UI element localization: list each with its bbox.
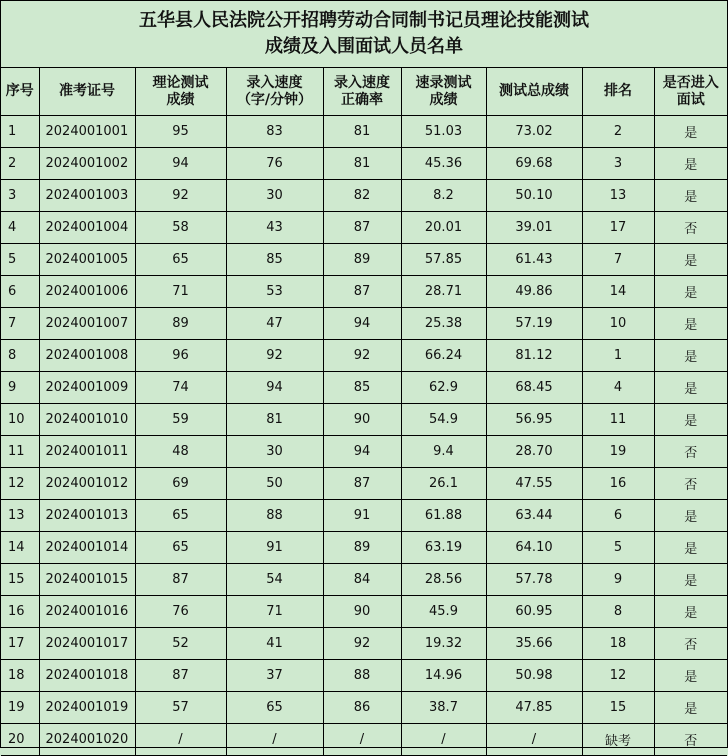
cell-shorthand-score[interactable]: 62.9 bbox=[401, 372, 486, 404]
header-exam-id[interactable] bbox=[39, 68, 135, 116]
cell-shorthand-score[interactable]: 57.85 bbox=[401, 244, 486, 276]
cell-exam-id[interactable]: 2024001020 bbox=[39, 724, 135, 756]
table-row bbox=[1, 660, 727, 692]
score-table bbox=[1, 68, 727, 756]
cell-typing-speed[interactable]: 94 bbox=[226, 372, 323, 404]
cell-typing-accuracy[interactable]: 91 bbox=[323, 500, 401, 532]
table-row bbox=[1, 500, 727, 532]
cell-seq[interactable]: 1 bbox=[1, 116, 39, 148]
cell-total-score[interactable]: 50.98 bbox=[486, 660, 582, 692]
cell-rank[interactable]: 19 bbox=[582, 436, 654, 468]
cell-shorthand-score[interactable]: 66.24 bbox=[401, 340, 486, 372]
header-label-line: 测试总成绩 bbox=[499, 83, 569, 99]
table-header-row bbox=[1, 68, 727, 116]
cell-shorthand-score[interactable]: 54.9 bbox=[401, 404, 486, 436]
cell-seq[interactable]: 16 bbox=[1, 596, 39, 628]
cell-total-score[interactable]: 64.10 bbox=[486, 532, 582, 564]
cell-rank[interactable]: 1 bbox=[582, 340, 654, 372]
cell-exam-id[interactable]: 2024001010 bbox=[39, 404, 135, 436]
cell-exam-id[interactable]: 2024001005 bbox=[39, 244, 135, 276]
header-label-line: 正确率 bbox=[341, 91, 383, 108]
cell-interview[interactable]: 是 bbox=[654, 404, 727, 436]
header-label-line: 理论测试 bbox=[152, 74, 209, 91]
table-row bbox=[1, 372, 727, 404]
title-line-1: 五华县人民法院公开招聘劳动合同制书记员理论技能测试 bbox=[139, 10, 589, 31]
cell-exam-id[interactable]: 2024001019 bbox=[39, 692, 135, 724]
cell-typing-speed[interactable]: 65 bbox=[226, 692, 323, 724]
cell-shorthand-score[interactable]: 9.4 bbox=[401, 436, 486, 468]
cell-interview[interactable]: 是 bbox=[654, 116, 727, 148]
cell-interview[interactable]: 否 bbox=[654, 628, 727, 660]
cell-typing-speed[interactable]: / bbox=[226, 724, 323, 756]
cell-typing-accuracy[interactable]: 94 bbox=[323, 308, 401, 340]
cell-theory-score[interactable]: 92 bbox=[135, 180, 226, 212]
cell-seq[interactable]: 13 bbox=[1, 500, 39, 532]
cell-typing-accuracy[interactable]: 89 bbox=[323, 244, 401, 276]
header-label-line: 准考证号 bbox=[59, 83, 115, 99]
cell-seq[interactable]: 17 bbox=[1, 628, 39, 660]
cell-typing-accuracy[interactable]: 81 bbox=[323, 148, 401, 180]
cell-exam-id[interactable]: 2024001008 bbox=[39, 340, 135, 372]
cell-seq[interactable]: 9 bbox=[1, 372, 39, 404]
cell-rank[interactable]: 15 bbox=[582, 692, 654, 724]
cell-seq[interactable]: 10 bbox=[1, 404, 39, 436]
cell-interview[interactable]: 是 bbox=[654, 244, 727, 276]
table-row bbox=[1, 564, 727, 596]
cell-theory-score[interactable]: 48 bbox=[135, 436, 226, 468]
table-row bbox=[1, 692, 727, 724]
cell-typing-speed[interactable]: 91 bbox=[226, 532, 323, 564]
title-line-2: 成绩及入围面试人员名单 bbox=[265, 36, 463, 57]
cell-theory-score[interactable]: 74 bbox=[135, 372, 226, 404]
cell-exam-id[interactable]: 2024001015 bbox=[39, 564, 135, 596]
table-row bbox=[1, 148, 727, 180]
cell-typing-accuracy[interactable]: 89 bbox=[323, 532, 401, 564]
cell-interview[interactable]: 是 bbox=[654, 596, 727, 628]
table-row bbox=[1, 308, 727, 340]
cell-exam-id[interactable]: 2024001014 bbox=[39, 532, 135, 564]
cell-total-score[interactable]: 39.01 bbox=[486, 212, 582, 244]
cell-total-score[interactable]: 49.86 bbox=[486, 276, 582, 308]
cell-total-score[interactable]: 47.55 bbox=[486, 468, 582, 500]
cell-typing-speed[interactable]: 81 bbox=[226, 404, 323, 436]
table-row bbox=[1, 116, 727, 148]
cell-shorthand-score[interactable]: 25.38 bbox=[401, 308, 486, 340]
cell-typing-accuracy[interactable]: 87 bbox=[323, 468, 401, 500]
header-label-line: 速录测试 bbox=[415, 74, 472, 91]
cell-total-score[interactable]: 60.95 bbox=[486, 596, 582, 628]
cell-rank[interactable]: 16 bbox=[582, 468, 654, 500]
cell-interview[interactable]: 是 bbox=[654, 276, 727, 308]
cell-theory-score[interactable]: / bbox=[135, 724, 226, 756]
cell-shorthand-score[interactable]: 45.36 bbox=[401, 148, 486, 180]
cell-typing-speed[interactable]: 43 bbox=[226, 212, 323, 244]
cell-seq[interactable]: 14 bbox=[1, 532, 39, 564]
cell-exam-id[interactable]: 2024001002 bbox=[39, 148, 135, 180]
cell-total-score[interactable]: 50.10 bbox=[486, 180, 582, 212]
cell-interview[interactable]: 是 bbox=[654, 500, 727, 532]
cell-rank[interactable]: 18 bbox=[582, 628, 654, 660]
table-row bbox=[1, 468, 727, 500]
cell-theory-score[interactable]: 65 bbox=[135, 500, 226, 532]
cell-typing-speed[interactable]: 37 bbox=[226, 660, 323, 692]
cell-shorthand-score[interactable]: 51.03 bbox=[401, 116, 486, 148]
cell-total-score[interactable]: 69.68 bbox=[486, 148, 582, 180]
cell-shorthand-score[interactable]: 45.9 bbox=[401, 596, 486, 628]
cell-typing-speed[interactable]: 71 bbox=[226, 596, 323, 628]
cell-rank[interactable]: 9 bbox=[582, 564, 654, 596]
cell-seq[interactable]: 12 bbox=[1, 468, 39, 500]
header-label-line: 成绩 bbox=[429, 91, 458, 108]
cell-seq[interactable]: 3 bbox=[1, 180, 39, 212]
cell-typing-speed[interactable]: 85 bbox=[226, 244, 323, 276]
cell-seq[interactable]: 5 bbox=[1, 244, 39, 276]
cell-typing-speed[interactable]: 54 bbox=[226, 564, 323, 596]
cell-typing-accuracy[interactable]: 92 bbox=[323, 340, 401, 372]
cell-rank[interactable]: 4 bbox=[582, 372, 654, 404]
cell-shorthand-score[interactable]: 61.88 bbox=[401, 500, 486, 532]
header-typing-speed[interactable] bbox=[226, 68, 323, 116]
cell-typing-accuracy[interactable]: 82 bbox=[323, 180, 401, 212]
cell-shorthand-score[interactable]: 19.32 bbox=[401, 628, 486, 660]
cell-exam-id[interactable]: 2024001001 bbox=[39, 116, 135, 148]
cell-typing-accuracy[interactable]: 90 bbox=[323, 596, 401, 628]
cell-total-score[interactable]: 47.85 bbox=[486, 692, 582, 724]
header-label-line: 排名 bbox=[604, 83, 632, 99]
cell-theory-score[interactable]: 65 bbox=[135, 244, 226, 276]
cell-typing-speed[interactable]: 92 bbox=[226, 340, 323, 372]
table-row bbox=[1, 404, 727, 436]
cell-exam-id[interactable]: 2024001013 bbox=[39, 500, 135, 532]
cell-exam-id[interactable]: 2024001006 bbox=[39, 276, 135, 308]
header-label-line: 录入速度 bbox=[246, 74, 303, 91]
cell-theory-score[interactable]: 76 bbox=[135, 596, 226, 628]
cell-total-score[interactable]: / bbox=[486, 724, 582, 756]
cell-rank[interactable]: 17 bbox=[582, 212, 654, 244]
table-row bbox=[1, 532, 727, 564]
cell-theory-score[interactable]: 52 bbox=[135, 628, 226, 660]
cell-interview[interactable]: 是 bbox=[654, 564, 727, 596]
cell-seq[interactable]: 20 bbox=[1, 724, 39, 756]
cell-total-score[interactable]: 28.70 bbox=[486, 436, 582, 468]
cell-interview[interactable]: 是 bbox=[654, 532, 727, 564]
cell-typing-speed[interactable]: 41 bbox=[226, 628, 323, 660]
cell-typing-speed[interactable]: 76 bbox=[226, 148, 323, 180]
cell-exam-id[interactable]: 2024001016 bbox=[39, 596, 135, 628]
cell-rank[interactable]: 14 bbox=[582, 276, 654, 308]
cell-shorthand-score[interactable]: 8.2 bbox=[401, 180, 486, 212]
table-body bbox=[1, 116, 727, 756]
cell-typing-accuracy[interactable]: 87 bbox=[323, 276, 401, 308]
cell-interview[interactable]: 否 bbox=[654, 724, 727, 756]
cell-total-score[interactable]: 73.02 bbox=[486, 116, 582, 148]
cell-theory-score[interactable]: 96 bbox=[135, 340, 226, 372]
cell-interview[interactable]: 是 bbox=[654, 308, 727, 340]
cell-total-score[interactable]: 81.12 bbox=[486, 340, 582, 372]
cell-typing-speed[interactable]: 50 bbox=[226, 468, 323, 500]
cell-typing-accuracy[interactable]: 94 bbox=[323, 436, 401, 468]
cell-interview[interactable]: 是 bbox=[654, 180, 727, 212]
cell-theory-score[interactable]: 87 bbox=[135, 564, 226, 596]
cell-interview[interactable]: 否 bbox=[654, 212, 727, 244]
table-row bbox=[1, 724, 727, 756]
cell-total-score[interactable]: 56.95 bbox=[486, 404, 582, 436]
header-label-line: 成绩 bbox=[166, 91, 195, 108]
cell-seq[interactable]: 11 bbox=[1, 436, 39, 468]
cell-exam-id[interactable]: 2024001012 bbox=[39, 468, 135, 500]
cell-interview[interactable]: 是 bbox=[654, 692, 727, 724]
cell-theory-score[interactable]: 59 bbox=[135, 404, 226, 436]
cell-typing-accuracy[interactable]: 86 bbox=[323, 692, 401, 724]
cell-typing-accuracy[interactable]: 90 bbox=[323, 404, 401, 436]
header-label-line: （字/分钟） bbox=[236, 91, 313, 108]
cell-exam-id[interactable]: 2024001003 bbox=[39, 180, 135, 212]
cell-theory-score[interactable]: 71 bbox=[135, 276, 226, 308]
cell-typing-accuracy[interactable]: 85 bbox=[323, 372, 401, 404]
cell-rank[interactable]: 6 bbox=[582, 500, 654, 532]
cell-total-score[interactable]: 63.44 bbox=[486, 500, 582, 532]
cell-exam-id[interactable]: 2024001007 bbox=[39, 308, 135, 340]
cell-shorthand-score[interactable]: 28.56 bbox=[401, 564, 486, 596]
cell-total-score[interactable]: 68.45 bbox=[486, 372, 582, 404]
cell-typing-accuracy[interactable]: 88 bbox=[323, 660, 401, 692]
table-row bbox=[1, 340, 727, 372]
cell-exam-id[interactable]: 2024001009 bbox=[39, 372, 135, 404]
cell-seq[interactable]: 7 bbox=[1, 308, 39, 340]
cell-typing-accuracy[interactable]: 84 bbox=[323, 564, 401, 596]
table-row bbox=[1, 244, 727, 276]
cell-rank[interactable]: 5 bbox=[582, 532, 654, 564]
header-theory-score[interactable] bbox=[135, 68, 226, 116]
cell-seq[interactable]: 19 bbox=[1, 692, 39, 724]
cell-rank[interactable]: 8 bbox=[582, 596, 654, 628]
cell-rank[interactable]: 7 bbox=[582, 244, 654, 276]
cell-seq[interactable]: 6 bbox=[1, 276, 39, 308]
cell-theory-score[interactable]: 58 bbox=[135, 212, 226, 244]
cell-rank[interactable]: 10 bbox=[582, 308, 654, 340]
cell-theory-score[interactable]: 89 bbox=[135, 308, 226, 340]
table-row bbox=[1, 628, 727, 660]
cell-exam-id[interactable]: 2024001017 bbox=[39, 628, 135, 660]
header-label-line: 录入速度 bbox=[334, 74, 390, 91]
cell-theory-score[interactable]: 57 bbox=[135, 692, 226, 724]
cell-typing-speed[interactable]: 88 bbox=[226, 500, 323, 532]
cell-shorthand-score[interactable]: 20.01 bbox=[401, 212, 486, 244]
cell-interview[interactable]: 是 bbox=[654, 148, 727, 180]
table-row bbox=[1, 180, 727, 212]
cell-seq[interactable]: 2 bbox=[1, 148, 39, 180]
cell-total-score[interactable]: 57.19 bbox=[486, 308, 582, 340]
cell-theory-score[interactable]: 69 bbox=[135, 468, 226, 500]
cell-rank[interactable]: 缺考 bbox=[582, 724, 654, 756]
cell-interview[interactable]: 否 bbox=[654, 468, 727, 500]
cell-exam-id[interactable]: 2024001004 bbox=[39, 212, 135, 244]
header-total-score[interactable] bbox=[486, 68, 582, 116]
table-row bbox=[1, 596, 727, 628]
cell-seq[interactable]: 18 bbox=[1, 660, 39, 692]
document-title bbox=[1, 1, 727, 68]
cell-typing-accuracy[interactable]: 81 bbox=[323, 116, 401, 148]
cell-shorthand-score[interactable]: 14.96 bbox=[401, 660, 486, 692]
cell-theory-score[interactable]: 65 bbox=[135, 532, 226, 564]
cell-seq[interactable]: 4 bbox=[1, 212, 39, 244]
cell-rank[interactable]: 13 bbox=[582, 180, 654, 212]
cell-shorthand-score[interactable]: / bbox=[401, 724, 486, 756]
table-row bbox=[1, 436, 727, 468]
cell-typing-speed[interactable]: 83 bbox=[226, 116, 323, 148]
table-row bbox=[1, 212, 727, 244]
cell-theory-score[interactable]: 94 bbox=[135, 148, 226, 180]
header-label-line: 是否进入 bbox=[662, 74, 719, 91]
cell-total-score[interactable]: 61.43 bbox=[486, 244, 582, 276]
header-shorthand-score[interactable] bbox=[401, 68, 486, 116]
cell-theory-score[interactable]: 87 bbox=[135, 660, 226, 692]
cell-rank[interactable]: 12 bbox=[582, 660, 654, 692]
header-label-line: 序号 bbox=[5, 83, 34, 99]
cell-typing-speed[interactable]: 53 bbox=[226, 276, 323, 308]
header-interview[interactable] bbox=[654, 68, 727, 116]
cell-interview[interactable]: 是 bbox=[654, 340, 727, 372]
cell-interview[interactable]: 否 bbox=[654, 436, 727, 468]
cell-shorthand-score[interactable]: 26.1 bbox=[401, 468, 486, 500]
cell-rank[interactable]: 11 bbox=[582, 404, 654, 436]
cell-typing-accuracy[interactable]: 87 bbox=[323, 212, 401, 244]
header-rank[interactable] bbox=[582, 68, 654, 116]
cell-total-score[interactable]: 35.66 bbox=[486, 628, 582, 660]
cell-typing-accuracy[interactable]: / bbox=[323, 724, 401, 756]
cell-typing-speed[interactable]: 30 bbox=[226, 180, 323, 212]
cell-theory-score[interactable]: 95 bbox=[135, 116, 226, 148]
cell-total-score[interactable]: 57.78 bbox=[486, 564, 582, 596]
cell-seq[interactable]: 15 bbox=[1, 564, 39, 596]
cell-rank[interactable]: 3 bbox=[582, 148, 654, 180]
cell-interview[interactable]: 是 bbox=[654, 660, 727, 692]
cell-typing-accuracy[interactable]: 92 bbox=[323, 628, 401, 660]
cell-shorthand-score[interactable]: 28.71 bbox=[401, 276, 486, 308]
header-typing-accuracy[interactable] bbox=[323, 68, 401, 116]
cell-shorthand-score[interactable]: 38.7 bbox=[401, 692, 486, 724]
cell-typing-speed[interactable]: 47 bbox=[226, 308, 323, 340]
cell-interview[interactable]: 是 bbox=[654, 372, 727, 404]
cell-exam-id[interactable]: 2024001011 bbox=[39, 436, 135, 468]
cell-rank[interactable]: 2 bbox=[582, 116, 654, 148]
cell-exam-id[interactable]: 2024001018 bbox=[39, 660, 135, 692]
header-label-line: 面试 bbox=[676, 91, 705, 108]
cell-seq[interactable]: 8 bbox=[1, 340, 39, 372]
table-row bbox=[1, 276, 727, 308]
header-seq[interactable] bbox=[1, 68, 39, 116]
cell-shorthand-score[interactable]: 63.19 bbox=[401, 532, 486, 564]
cell-typing-speed[interactable]: 30 bbox=[226, 436, 323, 468]
